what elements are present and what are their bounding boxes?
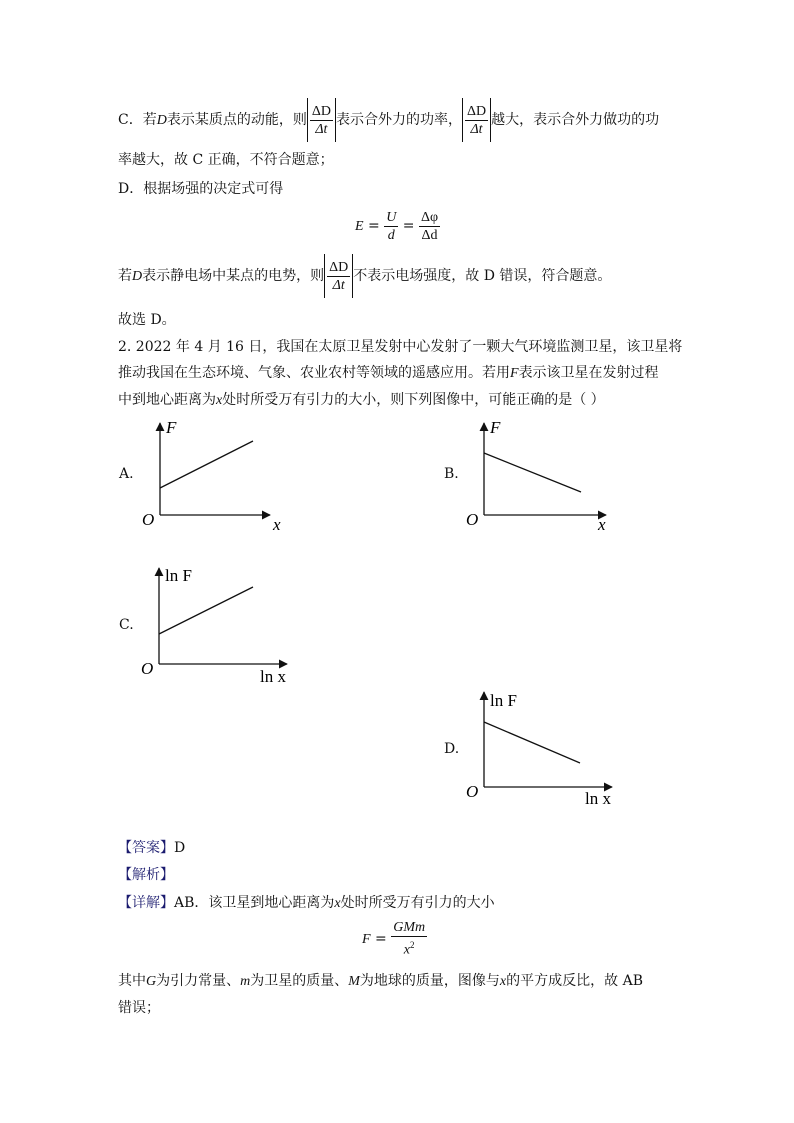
option-c-var: D — [156, 113, 167, 128]
y-axis-label: ln F — [490, 691, 517, 710]
eq-lhs: E — [355, 219, 364, 234]
detail-text: 处时所受万有引力的大小 — [340, 895, 495, 911]
origin-label: O — [141, 659, 154, 678]
detail-var: G — [146, 974, 157, 989]
detail-text: 为地球的质量，图像与 — [359, 973, 500, 989]
detail-var: x — [499, 974, 507, 989]
graph-c-label: C. — [119, 617, 134, 633]
option-c-line1 — [118, 98, 659, 142]
graph-d-label: D. — [444, 741, 460, 757]
detail-var: m — [240, 974, 251, 989]
graph-line — [159, 587, 253, 634]
question2-line3 — [118, 389, 605, 409]
question2-line1: 2. 2022 年 4 月 16 日，我国在太原卫星发射中心发射了一颗大气环境监测卫星，该卫星将 — [118, 339, 683, 355]
field-equation: E = $\frac{U}{d}$ = $\frac{\Delta\varphi}{\Delta d}$ — [355, 209, 439, 243]
x-axis-label: x — [598, 515, 606, 534]
option-c-line2: 率越大，故 C 正确，不符合题意； — [118, 152, 334, 168]
graph-b-label: B. — [444, 466, 459, 482]
frac-num: ΔD — [311, 103, 331, 119]
frac-num: Δφ — [420, 209, 439, 225]
abs-fraction-3 — [324, 254, 353, 298]
frac-den: d — [387, 227, 395, 243]
graph-a — [140, 415, 290, 535]
x-axis-label: ln x — [260, 667, 286, 686]
detail-text: 其中 — [118, 973, 146, 989]
origin-label: O — [142, 510, 155, 529]
y-axis-label: ln F — [165, 566, 192, 585]
answer — [118, 837, 185, 857]
detail-text: AB．该卫星到地心距离为 — [174, 895, 335, 911]
answer-label: 【答案】 — [118, 840, 174, 856]
analysis-label: 【解析】 — [118, 867, 174, 883]
question2-line2 — [118, 362, 659, 382]
origin-label: O — [466, 510, 479, 529]
graph-c — [139, 562, 299, 687]
q2-text: 推动我国在生态环境、气象、农业农村等领域的遥感应用。若用 — [118, 365, 510, 381]
graph-line — [484, 453, 581, 492]
detail-var: x — [334, 896, 341, 911]
detail-text: 为引力常量、 — [156, 973, 241, 989]
detail-label: 【详解】 — [118, 895, 174, 911]
frac-den: Δt — [470, 121, 483, 137]
q2-text: 表示该卫星在发射过程 — [518, 365, 659, 381]
frac-num: ΔD — [466, 103, 487, 119]
option-d-after: 不表示电场强度，故 D 错误，符合题意。 — [353, 268, 612, 284]
q2-text: 中到地心距离为 — [118, 392, 216, 408]
option-d-mid: 表示静电场中某点的电势，则 — [142, 268, 325, 284]
detail-text: 为卫星的质量、 — [250, 973, 349, 989]
frac-den: Δt — [332, 277, 345, 293]
eq-lhs: F — [362, 932, 371, 947]
origin-label: O — [466, 782, 479, 801]
abs-fraction-2 — [462, 98, 491, 142]
conclusion: 故选 D。 — [118, 312, 176, 328]
y-axis-label: F — [166, 418, 177, 437]
option-d-line3 — [118, 254, 611, 298]
graph-line — [160, 441, 253, 488]
gravity-equation: F = $\frac{\text{GMm}}{x^2}$ — [362, 920, 426, 958]
frac-den: Δt — [315, 121, 328, 137]
x-axis-label: x — [273, 515, 281, 534]
frac-num: GMm — [393, 920, 426, 936]
q2-text: 处时所受万有引力的大小，则下列图像中，可能正确的是（ ） — [222, 392, 605, 408]
detail-line2 — [118, 970, 643, 990]
frac-den: Δd — [421, 227, 438, 243]
option-d-line1: D．根据场强的决定式可得 — [118, 181, 284, 197]
option-c-after1: 表示合外力的功率， — [335, 112, 462, 128]
detail-line1 — [118, 892, 495, 912]
frac-num: U — [386, 209, 397, 225]
detail-text: 的平方成反比，故 AB — [506, 973, 643, 989]
exponent: 2 — [410, 940, 415, 951]
q2-var: F — [510, 366, 519, 381]
option-d-var: D — [132, 269, 143, 284]
detail-line3: 错误； — [118, 1000, 160, 1016]
frac-num: ΔD — [329, 259, 349, 275]
graph-b — [464, 415, 614, 535]
detail-var: M — [348, 974, 360, 989]
graph-line — [484, 722, 580, 763]
abs-fraction-1 — [307, 98, 336, 142]
graph-a-label: A. — [119, 466, 134, 482]
q2-var: x — [216, 393, 223, 408]
x-axis-label: ln x — [585, 789, 611, 808]
frac-den: x — [403, 942, 410, 958]
option-c-prefix: C．若 — [118, 112, 157, 128]
option-c-after2: 越大，表示合外力做功的功 — [491, 112, 660, 128]
option-c-mid: 表示某质点的动能，则 — [166, 112, 307, 128]
answer-value: D — [174, 840, 186, 856]
option-d-prefix: 若 — [118, 268, 132, 284]
y-axis-label: F — [490, 418, 501, 437]
graph-d — [464, 687, 624, 812]
